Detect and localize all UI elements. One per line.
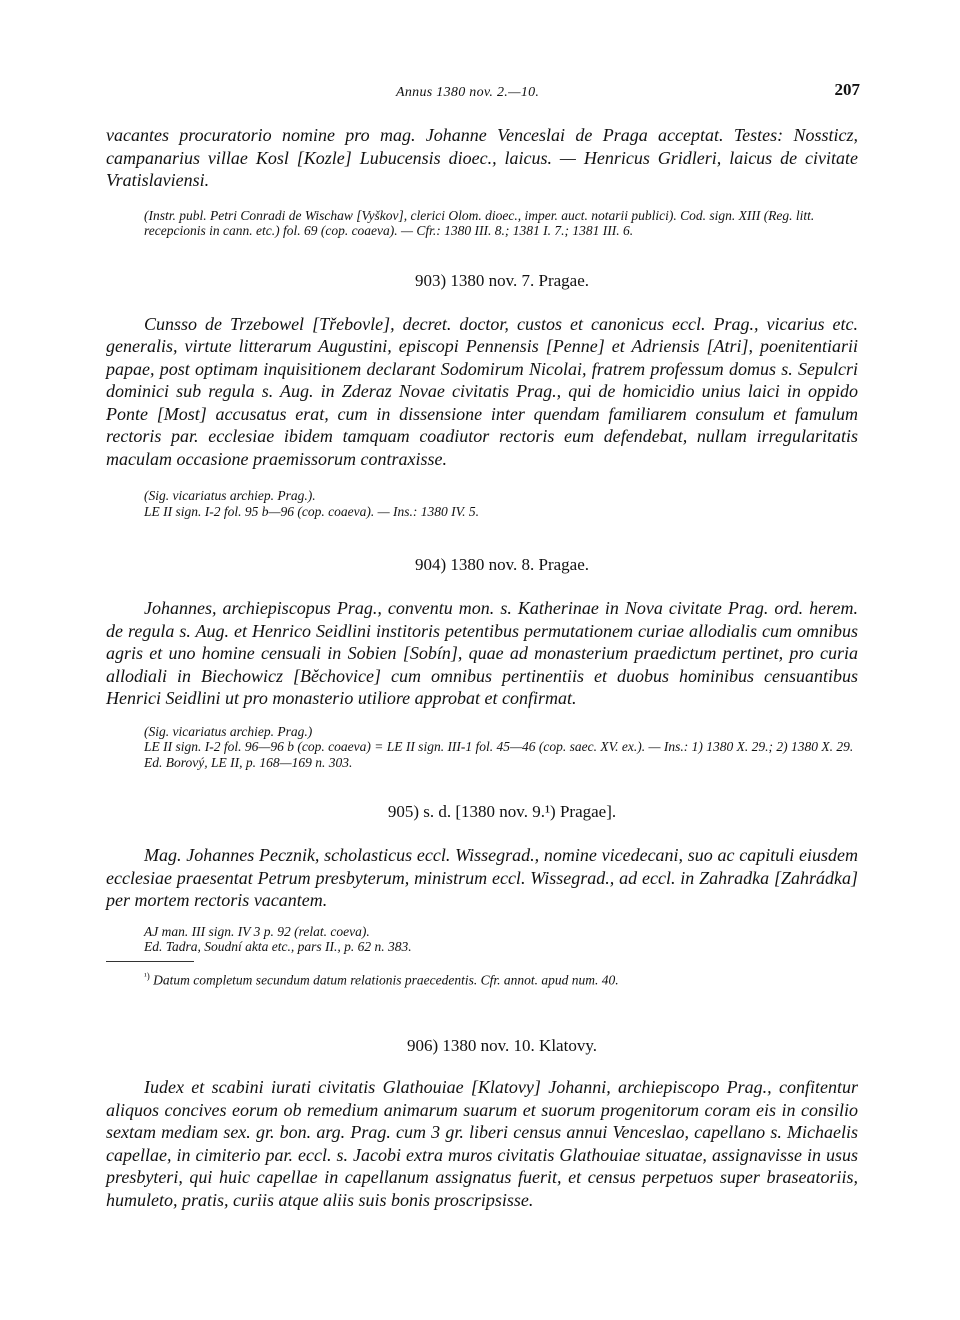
entry-text: Johannes, archiepiscopus Prag., conventu mon. s. Katherinae in Nova civitate Prag. ord. herem. de regula s. Aug. et Henrico Seidlini institoris petentibus permutationem curiae allodialis cum omnibus agris et uno homine censuali in Sobien [Sobín], quae ad monasterium praedictum pertinet, pro curia allodiali in Biechowicz [Běchovice] cum omnibus pertinentiis et duobus hominibus censuantibus Henrici Seidlini ut pro monasterio utiliore approbat et confirmat.	[106, 598, 858, 708]
entry-heading: 903) 1380 nov. 7. Pragae.	[414, 270, 590, 290]
footnote-mark: ¹)	[144, 970, 150, 981]
running-head: Annus 1380 nov. 2.—10.	[396, 85, 540, 100]
source-note: LE II sign. I-2 fol. 95 b—96 (cop. coaeva). — Ins.: 1380 IV. 5.	[144, 503, 479, 519]
page-header	[0, 80, 960, 106]
entry-text: Iudex et scabini iurati civitatis Glathouiae [Klatovy] Johanni, archiepiscopo Prag., confitentur aliquos concives eorum ob remedium animarum suarum et suorum progenitorum coram eis in consilio sextam mediam sex. gr. bon. arg. Prag. cum 3 gr. liberi census annui Venceslao, capellano s. Michaelis capellae, in cimiterio par. eccl. s. Jacobi extra muros civitatis Glathouiae situatae, assignavisse in usus presbyteri, qui huic capellae in capellanum assignatus fuerit, et census perpetuos super braseatoriis, humuleto, pratis, curiis atque aliis suis bonis proscripsisse.	[106, 1077, 858, 1210]
source-note: Ed. Borový, LE II, p. 168—169 n. 303.	[144, 754, 353, 770]
page-number: 207	[834, 80, 860, 99]
entry-heading: 906) 1380 nov. 10. Klatovy.	[407, 1036, 597, 1055]
source-note: (Sig. vicariatus archiep. Prag.)	[144, 723, 313, 739]
page-body	[106, 124, 858, 1211]
entry-903	[106, 271, 858, 520]
footnote-text: Datum completum secundum datum relationis praecedentis. Cfr. annot. apud num. 40.	[153, 972, 619, 987]
entry-905	[106, 802, 858, 988]
source-note: LE II sign. I-2 fol. 96—96 b (cop. coaeva) = LE II sign. III-1 fol. 45—46 (cop. saec. XV. ex.). — Ins.: 1) 1380 X. 29.; 2) 1380 X. 29.	[144, 739, 854, 754]
footnote-rule	[106, 961, 194, 962]
entry-heading: 905) s. d. [1380 nov. 9.¹) Pragae].	[387, 802, 617, 821]
source-note: AJ man. III sign. IV 3 p. 92 (relat. coeva).	[144, 923, 370, 939]
entry-heading: 904) 1380 nov. 8. Pragae.	[414, 555, 590, 574]
entry-906	[106, 1036, 858, 1211]
source-note: (Instr. publ. Petri Conradi de Wischaw [Vyškov], clerici Olom. dioec., imper. auct. notarii publici). Cod. sign. XIII (Reg. litt. recepcionis in cann. etc.) fol. 69 (cop. coaeva). — Cfr.: 1380 III. 8.; 1381 I. 7.; 1381 III. 6.	[144, 207, 815, 238]
entry-904	[106, 555, 858, 770]
entry-text: Cunsso de Trzebowel [Třebovle], decret. doctor, custos et canonicus eccl. Prag., vicarius etc. generalis, virtute litterarum Augustini, episcopi Pennensis [Penne] et Adriensis [Atri], poenitentiarii papae, post optimam inquisitionem declarant Sodomirum Nicolai, fratrem professum domus s. Sepulcri dominici sub regula s. Aug. in Zderaz Novae civitatis Prag., qui de homicidio unius laici in oppido Ponte [Most] accusatus erat, cum in dissensione inter quendam familiarem consulum et famulum rectoris par. ecclesiae ibidem tamquam coadiutor rectoris eum defendebat, nullam irregularitatis maculam occasione praemissorum contraxisse.	[106, 313, 858, 469]
continued-paragraph: vacantes procuratorio nomine pro mag. Johanne Venceslai de Praga acceptat. Testes: Nossticz, campanarius villae Kosl [Kozle] Lubucensis dioec., laicus. — Henricus Gridleri, laicus de civitate Vratislaviensi.	[106, 125, 858, 190]
source-note: (Sig. vicariatus archiep. Prag.).	[144, 488, 316, 503]
footnote	[106, 968, 858, 989]
source-note: Ed. Tadra, Soudní akta etc., pars II., p. 62 n. 383.	[144, 939, 412, 954]
entry-text: Mag. Johannes Pecznik, scholasticus eccl. Wissegrad., nomine vicedecani, suo ac capituli eiusdem ecclesiae praesentat Petrum presbyterum, ministrum eccl. Wissegrad., ad eccl. in Zahradka [Zahrádka] per mortem rectoris vacantem.	[106, 845, 858, 910]
